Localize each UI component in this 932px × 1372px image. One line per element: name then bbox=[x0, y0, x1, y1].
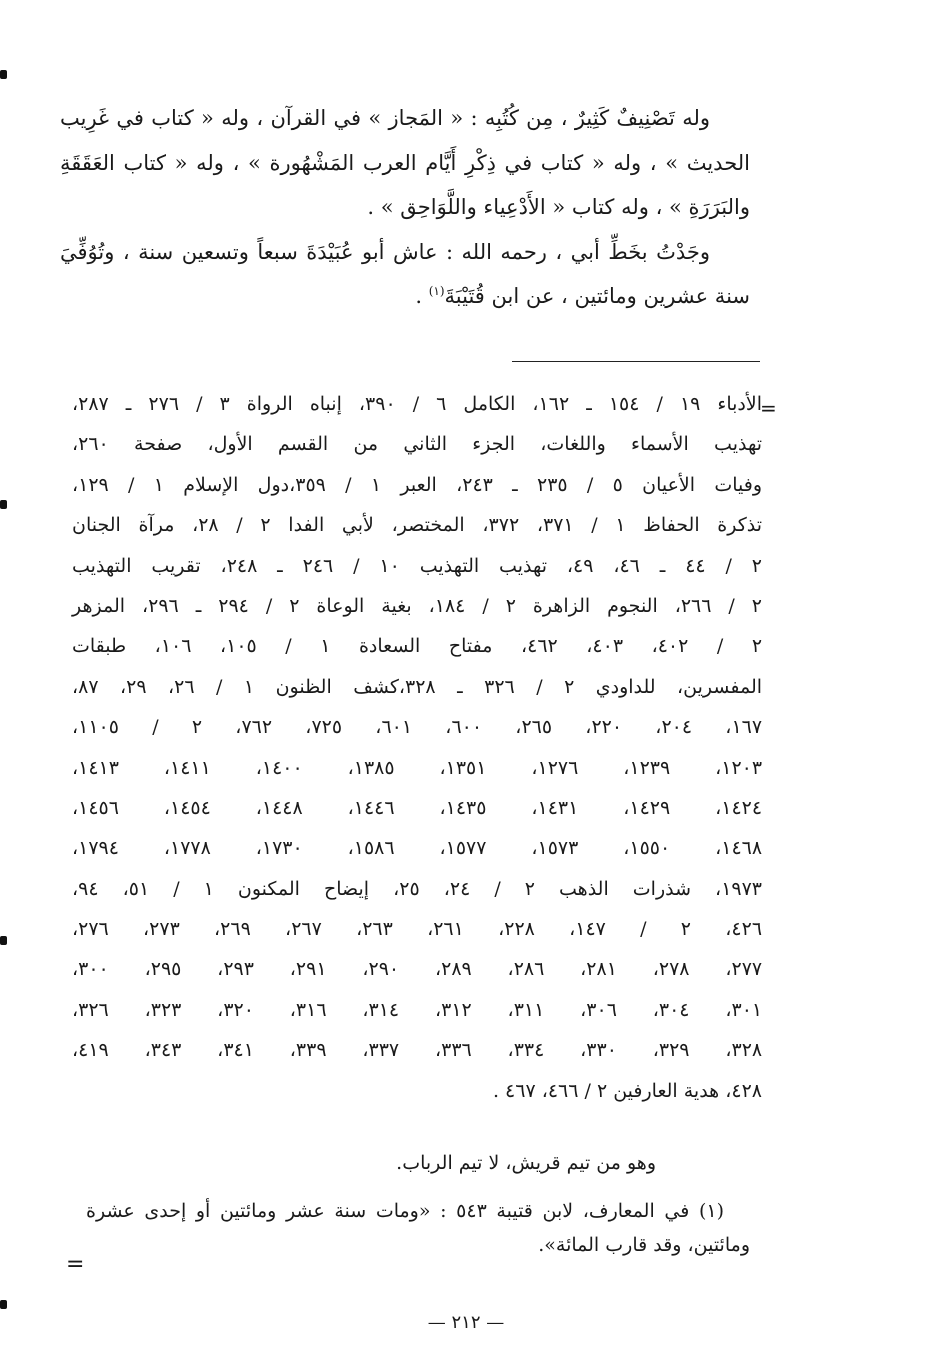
footnote-line: وفيات الأعيان ٥ / ٢٣٥ ـ ٢٤٣، العبر ١ / ٣٥٩،دول الإسلام ١ / ١٢٩، bbox=[72, 473, 762, 496]
footnote-line: ٢ / ٤٤ ـ ٤٦، ٤٩، تهذيب التهذيب ١٠ / ٢٤٦ ـ ٢٤٨، تقريب التهذيب bbox=[72, 554, 762, 577]
footnote-line: ١٢٠٣، ١٢٣٩، ١٢٧٦، ١٣٥١، ١٣٨٥، ١٤٠٠، ١٤١١، ١٤١٣، bbox=[72, 756, 763, 779]
footnote-line: ٢ / ٤٠٢، ٤٠٣، ٤٦٢، مفتاح السعادة ١ / ١٠٥، ١٠٦، طبقات bbox=[72, 635, 763, 658]
footnote-ref: (١) bbox=[428, 284, 445, 298]
footnote-line: تهذيب الأسماء واللغات، الجزء الثاني من القسم الأول، صفحة ٢٦٠، bbox=[72, 433, 762, 456]
continuation-mark: = bbox=[760, 396, 777, 420]
footnote-line: ٤٢٦، ٢ / ١٤٧، ٢٢٨، ٢٦١، ٢٦٣، ٢٦٧، ٢٦٩، ٢٧٣، ٢٧٦، bbox=[72, 918, 763, 941]
footnote-line: الأدباء ١٩ / ١٥٤ ـ ١٦٢، الكامل ٦ / ٣٩٠، إنباه الرواة ٣ / ٢٧٦ ـ ٢٨٧، bbox=[72, 393, 762, 415]
death-text-end: . bbox=[415, 284, 429, 308]
footnote-separator bbox=[512, 361, 760, 362]
continues-next-page-mark: = bbox=[66, 1252, 85, 1277]
footnote-1: (١) في المعارف، لابن قتيبة ٥٤٣ : «ومات سنة عشر ومائتين أو إحدى عشرة ومائتين، وقد قارب المائة». bbox=[86, 1200, 750, 1256]
scan-edge-mark bbox=[0, 936, 7, 945]
footnote-line: ٣٠١، ٣٠٤، ٣٠٦، ٣١١، ٣١٢، ٣١٤، ٣١٦، ٣٢٠، ٣٢٣، ٣٢٦، bbox=[72, 998, 763, 1021]
footnote-line: ١٩٧٣، شذرات الذهب ٢ / ٢٤، ٢٥، إيضاح المكنون ١ / ٥١، ٩٤، bbox=[72, 877, 763, 900]
main-paragraph-death bbox=[60, 230, 750, 319]
footnote-line: ١٤٢٤، ١٤٢٩، ١٤٣١، ١٤٣٥، ١٤٤٦، ١٤٤٨، ١٤٥٤، ١٤٥٦، bbox=[72, 796, 763, 819]
footnote-line: ١٤٦٨، ١٥٥٠، ١٥٧٣، ١٥٧٧، ١٥٨٦، ١٧٣٠، ١٧٧٨، ١٧٩٤، bbox=[72, 837, 763, 860]
page-number: — ٢١٢ — bbox=[427, 1312, 505, 1333]
footnote-line: تذكرة الحفاظ ١ / ٣٧١، ٣٧٢، المختصر، لأبي الفدا ٢ / ٢٨، مرآة الجنان bbox=[72, 514, 763, 537]
death-text: وجَدْتُ بخَطِّ أبي ، رحمه الله : عاش أبو عُبَيْدَةَ سبعاً وتسعين سنة ، وتُوُفِّيَ سنة عشرين ومائتين ، عن ابن قُتَيْبَةَ bbox=[60, 239, 750, 308]
footnote-line: ٢ / ٢٦٦، النجوم الزاهرة ٢ / ١٨٤، بغية الوعاة ٢ / ٢٩٤ ـ ٢٩٦، المزهر bbox=[72, 594, 762, 617]
scan-edge-mark bbox=[0, 500, 7, 509]
footnote-continuation bbox=[72, 384, 762, 1111]
footnote-line: ١٦٧، ٢٠٤، ٢٢٠، ٢٦٥، ٦٠٠، ٦٠١، ٧٢٥، ٧٦٢، ٢ / ١١٠٥، bbox=[72, 716, 763, 739]
footnote-line: ٤٢٨، هدية العارفين ٢ / ٤٦٦، ٤٦٧ . bbox=[492, 1079, 762, 1102]
main-text bbox=[60, 96, 750, 319]
footnote-line: ٢٧٧، ٢٧٨، ٢٨١، ٢٨٦، ٢٨٩، ٢٩٠، ٢٩١، ٢٩٣، ٢٩٥، ٣٠٠، bbox=[72, 958, 763, 981]
scan-edge-mark bbox=[0, 70, 7, 79]
notes-block bbox=[86, 1146, 750, 1262]
main-paragraph-works: وله تَصْنِيفٌ كَثِيرٌ ، مِن كُتُبِه : « المَجاز » في القرآن ، وله « كتاب في غَرِيب الحديث » ، وله « كتاب في ذِكْرِ أَيَّام العرب المَشْهُورة » ، وله « كتاب العَقَقَةِ والبَرَرَةِ » ، وله كتاب « الأَدْعِياء واللَّوَاحِق » . bbox=[60, 106, 750, 219]
tribe-note: وهو من تيم قريش، لا تيم الرباب. bbox=[396, 1152, 656, 1174]
footnote-line: المفسرين، للداودي ٢ / ٣٢٦ ـ ٣٢٨،كشف الظنون ١ / ٢٦، ٢٩، ٨٧، bbox=[72, 675, 763, 698]
scan-edge-mark bbox=[0, 1300, 7, 1309]
footnote-line: ٣٢٨، ٣٢٩، ٣٣٠، ٣٣٤، ٣٣٦، ٣٣٧، ٣٣٩، ٣٤١، ٣٤٣، ٤١٩، bbox=[72, 1039, 763, 1062]
